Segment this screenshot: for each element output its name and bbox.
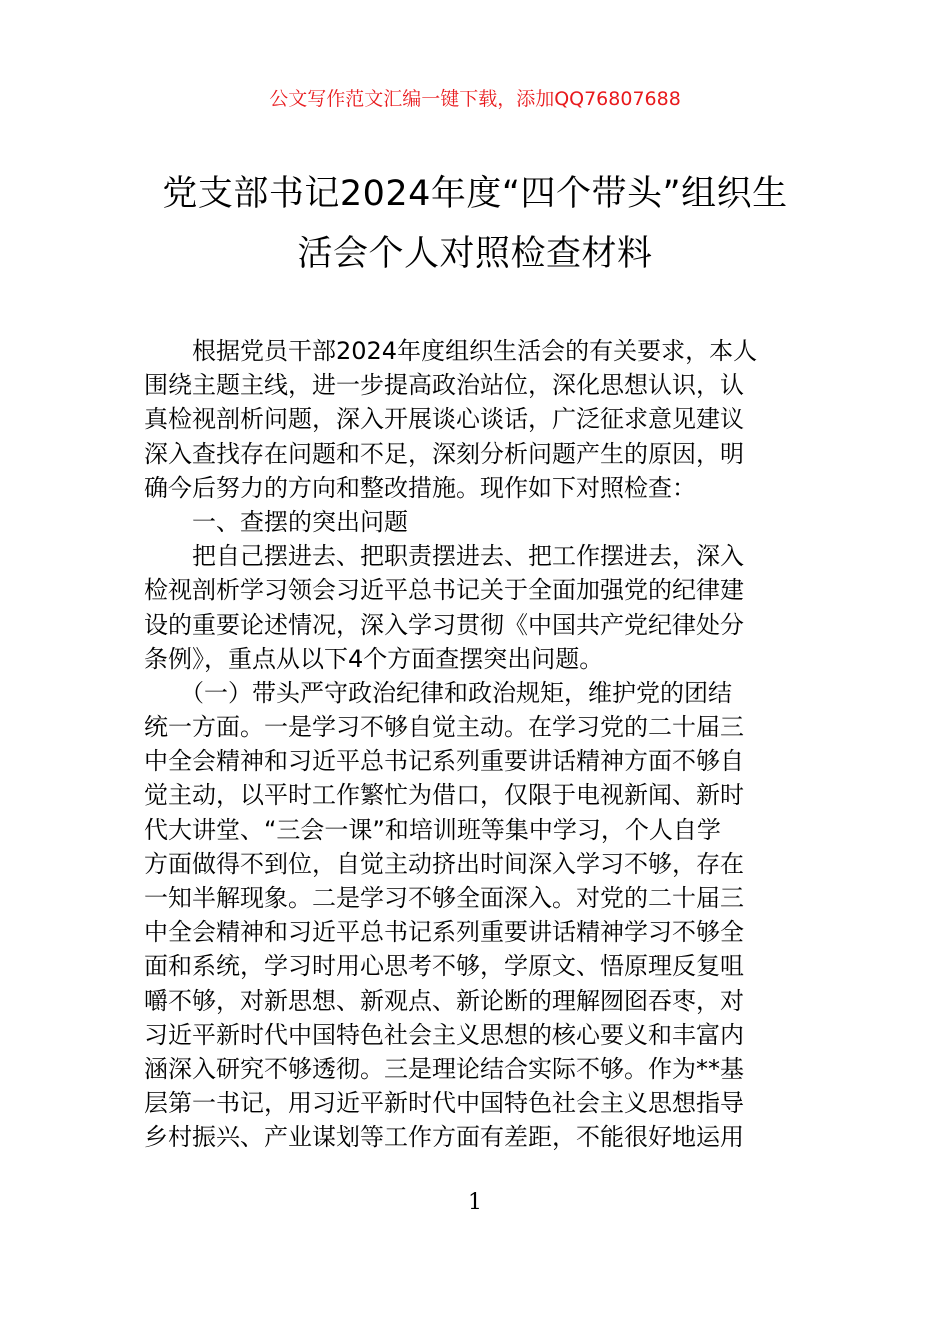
body-line: 代大讲堂、“三会一课”和培训班等集中学习，个人自学 xyxy=(144,815,721,844)
body-line: 习近平新时代中国特色社会主义思想的核心要义和丰富内 xyxy=(144,1020,744,1049)
body-line: 方面做得不到位，自觉主动挤出时间深入学习不够，存在 xyxy=(144,849,744,878)
body-line: 嚼不够，对新思想、新观点、新论断的理解囫囵吞枣，对 xyxy=(144,986,744,1015)
body-line: 把自己摆进去、把职责摆进去、把工作摆进去，深入 xyxy=(144,542,744,571)
body-line: 检视剖析学习领会习近平总书记关于全面加强党的纪律建 xyxy=(144,576,744,605)
title-line: 活会个人对照检查材料 xyxy=(297,234,653,274)
body-line: 真检视剖析问题，深入开展谈心谈话，广泛征求意见建议 xyxy=(144,405,744,434)
body-line: 围绕主题主线，进一步提高政治站位，深化思想认识，认 xyxy=(144,371,744,400)
body-line: 统一方面。一是学习不够自觉主动。在学习党的二十届三 xyxy=(144,713,744,742)
body-line: 设的重要论述情况，深入学习贯彻《中国共产党纪律处分 xyxy=(144,610,744,639)
watermark-text: 公文写作范文汇编一键下载，添加QQ76807688 xyxy=(269,88,681,110)
section-heading: 一、查摆的突出问题 xyxy=(144,507,408,536)
body-line: 确今后努力的方向和整改措施。现作如下对照检查： xyxy=(144,473,696,502)
body-line: 一知半解现象。二是学习不够全面深入。对党的二十届三 xyxy=(144,884,744,912)
body-line: 条例》，重点从以下4个方面查摆突出问题。 xyxy=(144,644,604,673)
title-line: 党支部书记2024年度“四个带头”组织生 xyxy=(162,174,788,214)
body-line: 层第一书记，用习近平新时代中国特色社会主义思想指导 xyxy=(144,1089,744,1118)
body-line: 根据党员干部2024年度组织生活会的有关要求，本人 xyxy=(144,337,758,365)
document-body xyxy=(144,334,810,1155)
document-title xyxy=(140,164,810,284)
body-line: 中全会精神和习近平总书记系列重要讲话精神方面不够自 xyxy=(144,747,744,776)
page-number: 1 xyxy=(468,1190,482,1215)
body-line: 觉主动，以平时工作繁忙为借口，仅限于电视新闻、新时 xyxy=(144,781,744,810)
body-line: 中全会精神和习近平总书记系列重要讲话精神学习不够全 xyxy=(144,918,744,947)
body-line: 面和系统，学习时用心思考不够，学原文、悟原理反复咀 xyxy=(144,952,744,981)
body-line: （一）带头严守政治纪律和政治规矩，维护党的团结 xyxy=(144,678,732,707)
body-line: 乡村振兴、产业谋划等工作方面有差距，不能很好地运用 xyxy=(144,1123,744,1152)
body-line: 涵深入研究不够透彻。三是理论结合实际不够。作为**基 xyxy=(144,1054,744,1083)
body-line: 深入查找存在问题和不足，深刻分析问题产生的原因，明 xyxy=(144,439,744,468)
